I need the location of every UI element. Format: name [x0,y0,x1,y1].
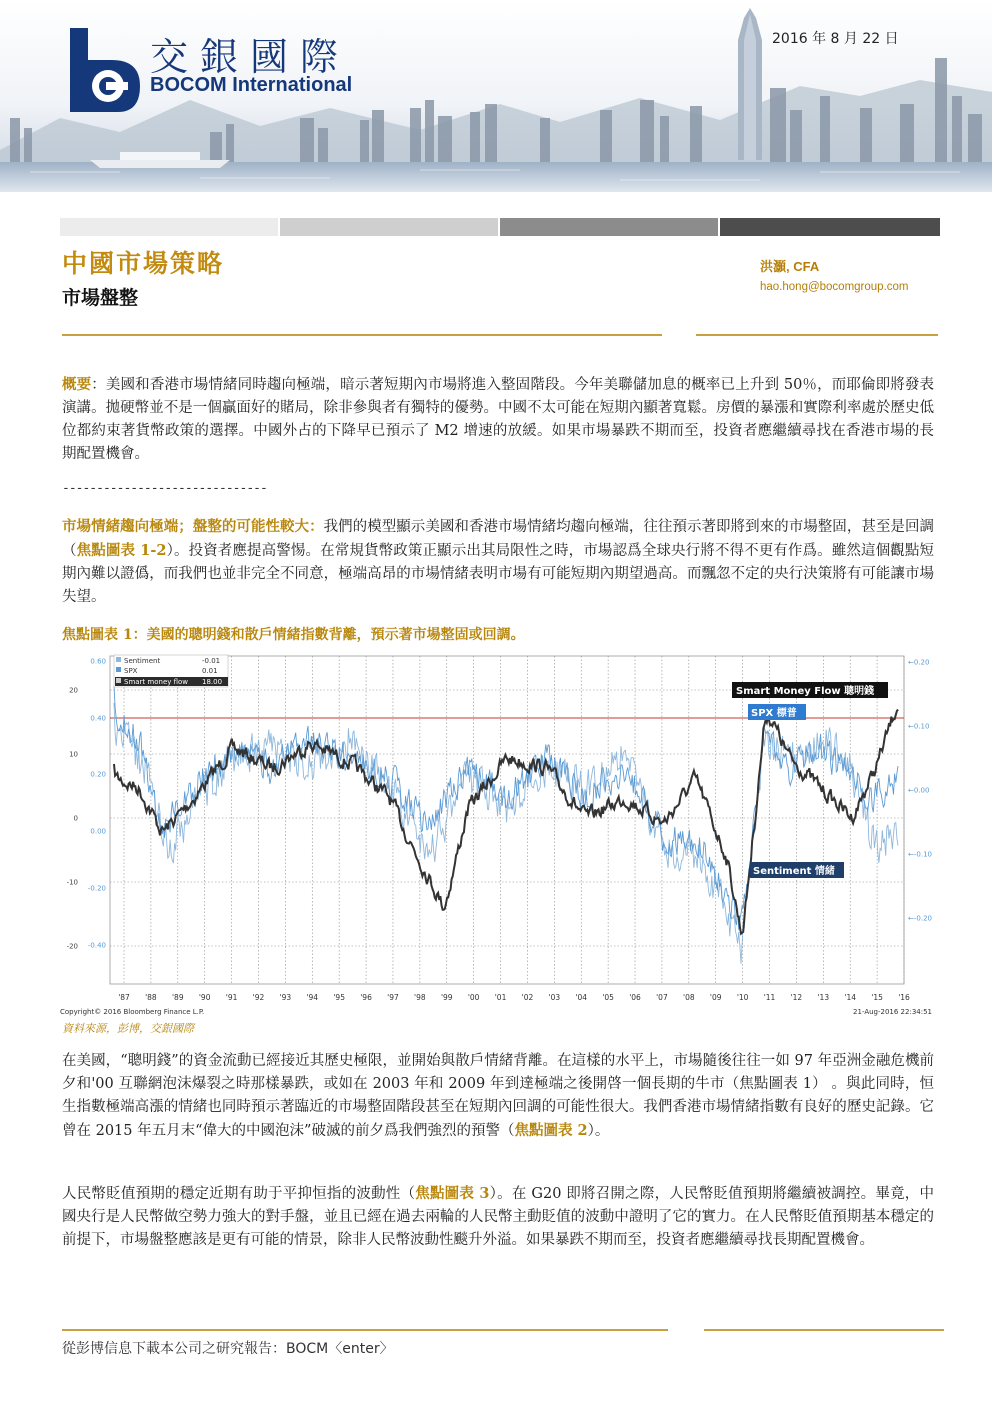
x-tick-label: '08 [683,993,695,1002]
x-tick-label: '90 [198,993,211,1002]
x-tick-label: '14 [844,993,857,1002]
section1-text-b: ）。投資者應提高警惕。在常規貨幣政策正顯示出其局限性之時，市場認爲全球央行將不得不更有作爲。雖然這個觀點短期內難以證僞，而我們也並非完全不同意，極端高昂的市場情緒表明市場有可能短期內期望過高。而飄忽不定的央行決策將有可能讓市場失望。 [62,543,935,605]
chart-legend [114,655,228,687]
x-tick-label: '89 [171,993,184,1002]
left-inner-tick-label: -0.40 [87,941,106,950]
para3-figure-ref: 焦點圖表 3 [415,1185,490,1202]
x-tick-label: '10 [736,993,749,1002]
section1-text-a: 我們的模型顯示美國和香港市場情緒均趨向極端，往往預示著即將到來的市場整固，甚至是回調（ [62,519,934,559]
separator-dashes: ------------------------------ [62,481,267,496]
logo-chinese-name: 交銀國際 [150,35,351,79]
right-tick-label: ←0.20 [908,658,930,667]
x-tick-label: '93 [279,993,292,1002]
title-rule-left [62,334,662,336]
figure1-source: 資料來源，彭博，交銀國際 [62,1022,194,1035]
x-tick-label: '03 [548,993,561,1002]
legend-name-sentiment: Sentiment [124,657,161,665]
figure1-title: 焦點圖表 1：美國的聰明錢和散戶情緒指數背離，預示著市場整固或回調。 [62,627,525,643]
x-tick-label: '87 [118,993,130,1002]
svg-text:SPX 標普: SPX 標普 [751,708,797,719]
x-tick-label: '05 [602,993,614,1002]
left-outer-tick-label: -10 [66,878,78,887]
x-tick-label: '98 [414,993,426,1002]
legend-name-smart-money: Smart money flow [124,678,189,686]
logo-english-name: BOCOM International [150,74,353,96]
body-paragraph-2 [62,1050,934,1143]
svg-text:Sentiment 情緒: Sentiment 情緒 [753,866,835,877]
x-tick-label: '95 [333,993,345,1002]
x-tick-label: '12 [790,993,803,1002]
x-tick-label: '06 [629,993,641,1002]
left-outer-tick-label: -20 [66,942,78,951]
body-paragraph-3 [62,1182,934,1252]
x-tick-label: '96 [360,993,372,1002]
left-outer-tick-label: 10 [69,750,78,759]
left-outer-tick-label: 0 [73,814,78,823]
x-tick-label: '99 [440,993,453,1002]
annotation-spx [748,704,806,720]
legend-value-spx: 0.01 [202,667,218,675]
para2-figure-ref: 焦點圖表 2 [514,1122,588,1139]
report-title: 中國市場策略 [62,249,225,278]
summary-label: 概要 [62,376,92,393]
svg-text:Smart Money Flow 聰明錢: Smart Money Flow 聰明錢 [736,686,875,697]
left-outer-tick-label: 20 [69,686,78,695]
chart-timestamp: 21-Aug-2016 22:34:51 [853,1008,932,1016]
left-inner-tick-label: -0.20 [87,884,106,893]
chart-copyright: Copyright© 2016 Bloomberg Finance L.P. [60,1008,205,1016]
author-email[interactable]: hao.hong@bocomgroup.com [760,281,909,293]
x-tick-label: '16 [898,993,910,1002]
section1-label: 市場情緒趨向極端；盤整的可能性較大： [62,518,324,535]
x-tick-label: '02 [521,993,534,1002]
x-tick-label: '94 [306,993,319,1002]
title-rule-right [696,334,938,336]
x-tick-label: '15 [871,993,883,1002]
para3-text-a: 人民幣貶值預期的穩定近期有助于平抑恒指的波動性（ [62,1186,416,1202]
left-inner-tick-label: 0.40 [90,714,106,723]
x-tick-label: '07 [656,993,668,1002]
x-tick-label: '09 [709,993,722,1002]
x-tick-label: '13 [817,993,830,1002]
footer-rule-right [704,1329,944,1331]
left-inner-tick-label: 0.20 [90,770,106,779]
summary-text: ：美國和香港市場情緒同時趨向極端，暗示著短期內市場將進入整固階段。今年美聯儲加息的概率已上升到 50％，而耶倫即將發表演講。拋硬幣並不是一個贏面好的賭局，除非參與者有獨特的優勢。中國不太可能在短期內顯著寬鬆。房價的暴漲和實際利率處於歷史低位都約束著貨幣政策的選擇。中國外占的下降早已預示了 M2 增速的放緩。如果市場暴跌不期而至，投資者應繼續尋找在香港市場的長期配置機會。 [62,377,935,462]
summary-paragraph [62,373,934,466]
section1-figure-ref: 焦點圖表 1-2 [76,542,167,559]
report-subtitle: 市場盤整 [62,287,139,309]
legend-name-spx: SPX [124,667,138,675]
annotation-smart-money [732,682,888,698]
x-tick-label: '04 [575,993,588,1002]
right-tick-label: ←0.10 [908,722,930,731]
left-inner-tick-label: 0.60 [90,657,106,666]
x-tick-label: '01 [494,993,507,1002]
right-tick-label: ←-0.20 [908,914,932,923]
author-name: 洪灝, CFA [760,259,820,274]
annotation-sentiment [750,862,844,878]
report-date: 2016 年 8 月 22 日 [772,31,899,47]
para3-text-b: ）。在 G20 即將召開之際，人民幣貶值預期將繼續被調控。畢竟，中國央行是人民幣做空勢力強大的對手盤，並且已經在過去兩輪的人民幣主動貶值的波動中證明了它的實力。在人民幣貶值預期基本穩定的前提下，市場盤整應該是更有可能的情景，除非人民幣波動性颷升外溢。如果暴跌不期而至，投資者應繼續尋找長期配置機會。 [62,1186,935,1248]
legend-value-smart-money: 18.00 [202,678,223,686]
para2-text-a: 在美國，“聰明錢”的資金流動已經接近其歷史極限，並開始與散戶情緒背離。在這樣的水平上，市場隨後往往一如 97 年亞洲金融危機前夕和'00 互聯網泡沫爆裂之時那樣暴跌，或如在 2003 年和 2009 年到達極端之後開啓一個長期的牛市（焦點圖表 1） 。與此同時，恒生指數極端高漲的情緒也同時預示著臨近的市場整固階段甚至在短期內回調的可能性很大。我們香港市場情緒指數有良好的歷史記錄。它曾在 2015 年五月末“偉大的中國泡沫”破滅的前夕爲我們強烈的預警（ [62,1053,934,1139]
x-tick-label: '97 [387,993,399,1002]
x-tick-label: '11 [763,993,776,1002]
legend-value-sentiment: -0.01 [202,657,221,665]
para2-text-b: ）。 [587,1123,610,1139]
footer-text: 從彭博信息下載本公司之研究報告：BOCM〈enter〉 [62,1341,394,1357]
section1-paragraph [62,515,934,609]
footer-rule-left [62,1329,668,1331]
figure1-chart [60,648,934,1018]
x-tick-label: '92 [252,993,265,1002]
section-divider-bars [60,218,940,236]
x-tick-label: '00 [467,993,480,1002]
right-tick-label: ←-0.10 [908,850,932,859]
x-tick-label: '88 [145,993,157,1002]
x-tick-label: '91 [225,993,238,1002]
left-inner-tick-label: 0.00 [90,827,106,836]
right-tick-label: ←0.00 [908,786,930,795]
